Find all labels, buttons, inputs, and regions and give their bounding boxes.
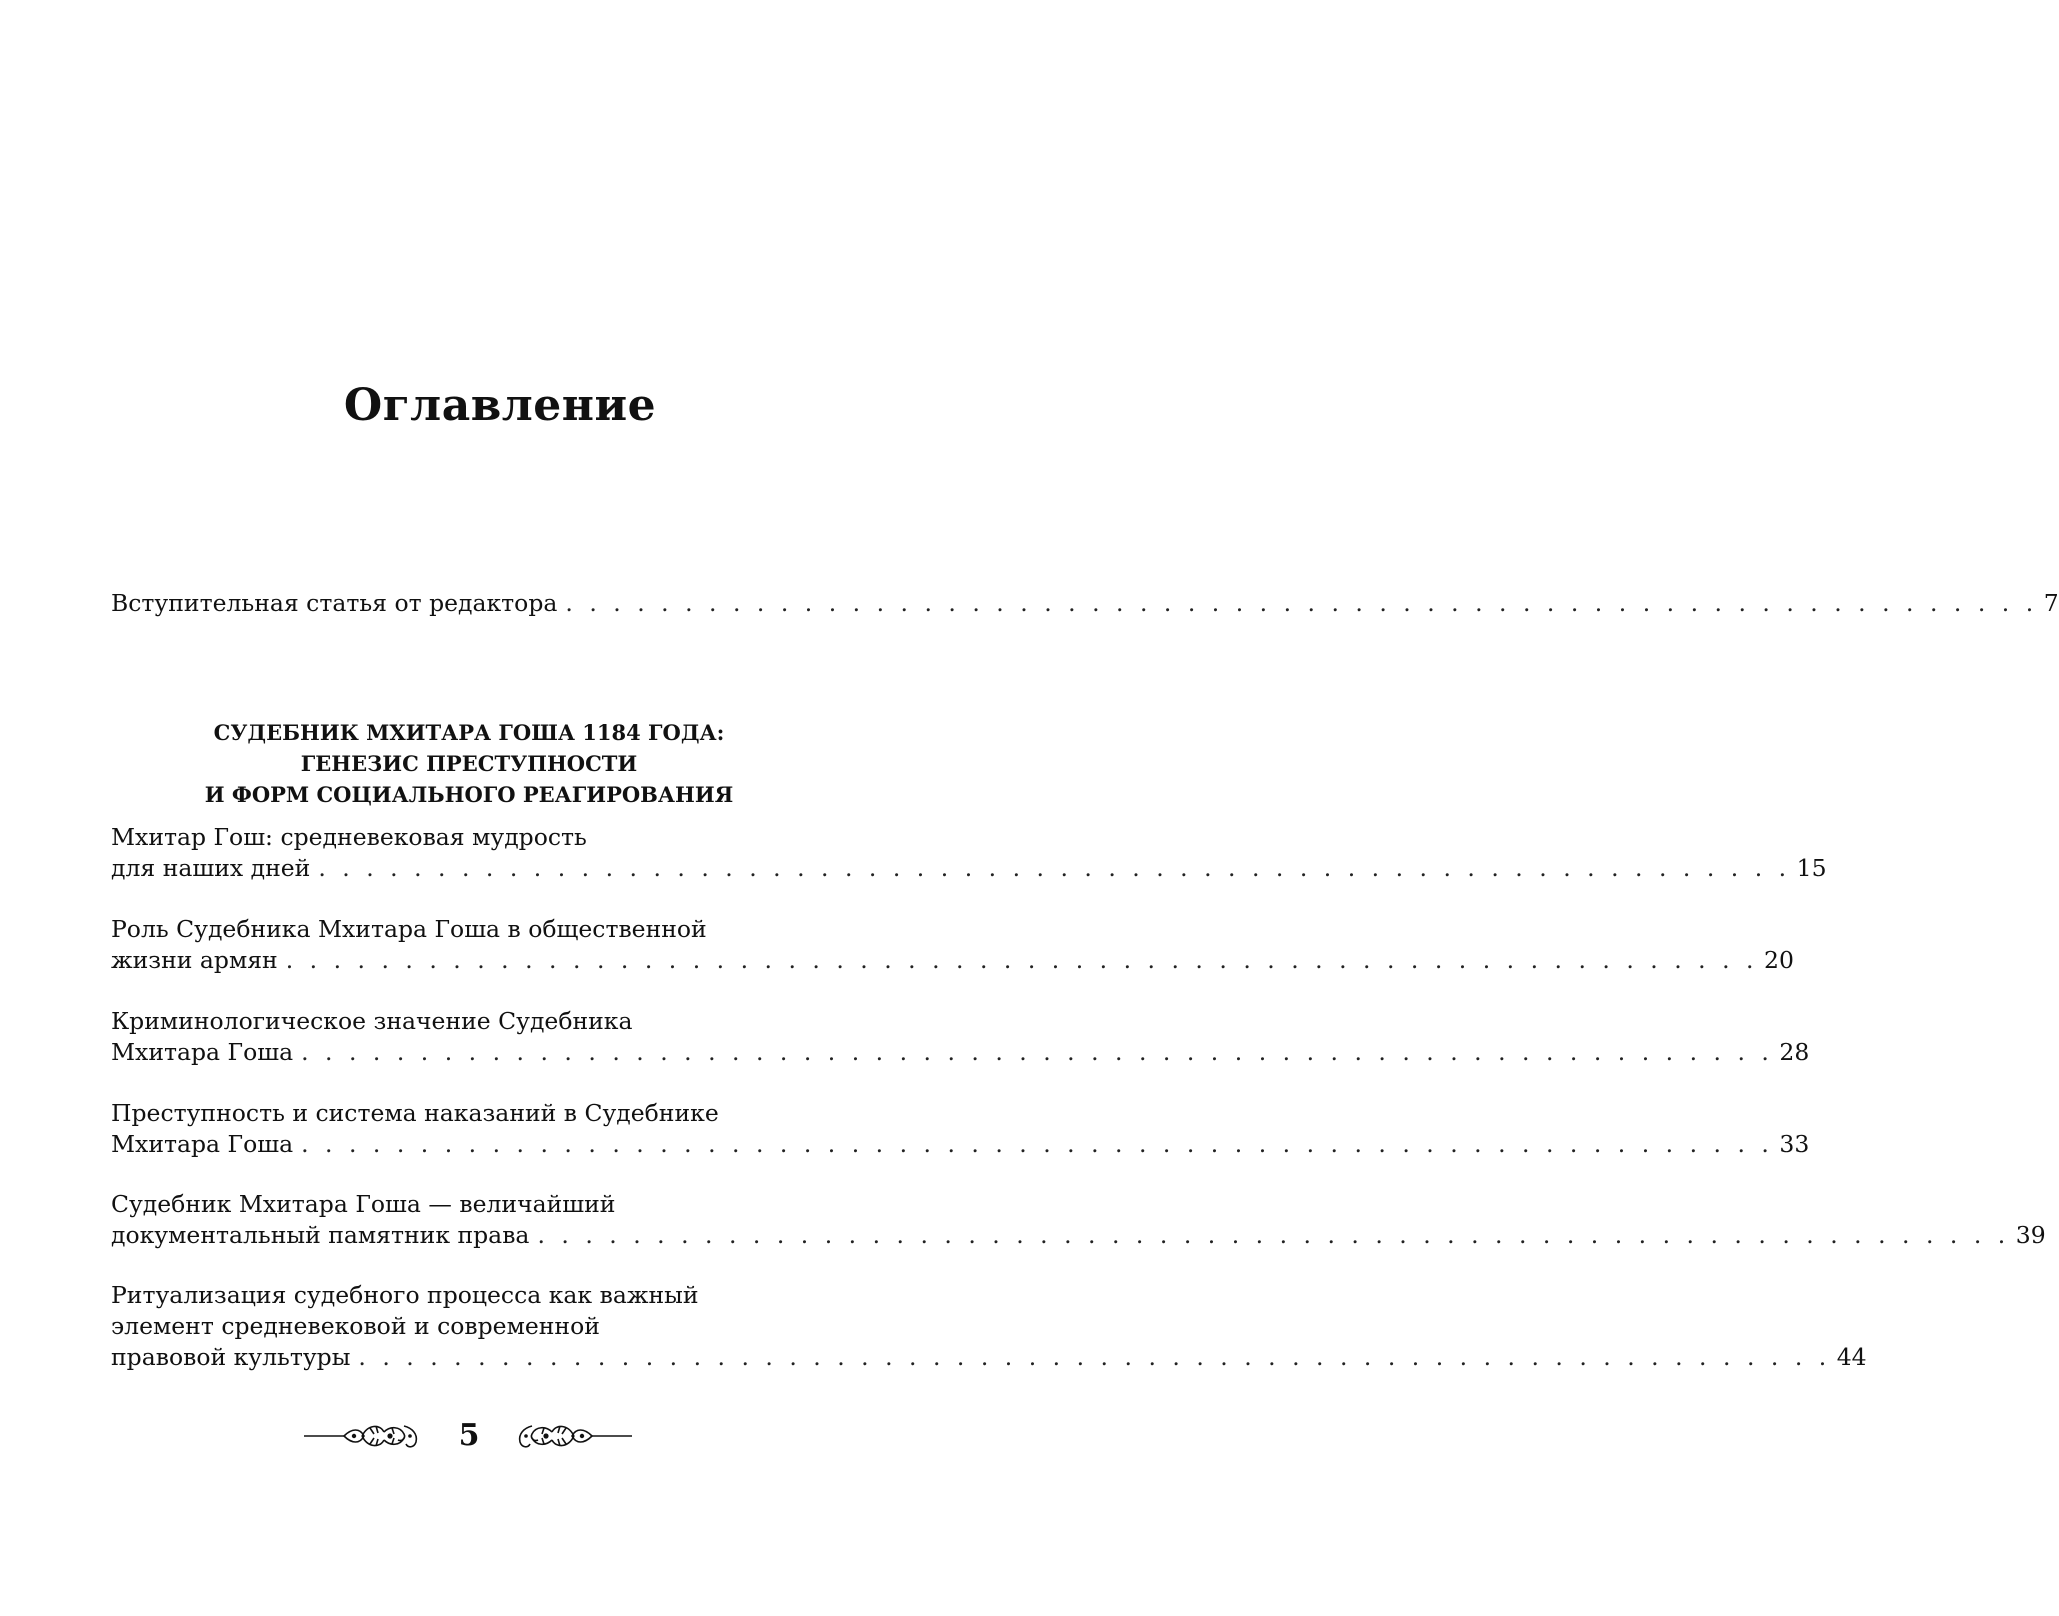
toc-entry [111, 1280, 1867, 1373]
toc-page-number: 28 [1779, 1038, 1810, 1066]
toc-entry-title: Роль Судебника Мхитара Гоша в общественной [111, 915, 707, 943]
toc-entry-title: Мхитара Гоша [111, 1130, 294, 1158]
toc-entry-title: элемент средневековой и современной [111, 1312, 600, 1340]
toc-entry-title: документальный памятник права [111, 1221, 530, 1249]
toc-entry-title: Ритуализация судебного процесса как важный [111, 1281, 699, 1309]
page-title: Оглавление [343, 380, 657, 431]
toc-entry-title: Судебник Мхитара Гоша — величайший [111, 1190, 616, 1218]
section-heading-line: СУДЕБНИК МХИТАРА ГОША 1184 ГОДА: [213, 720, 725, 745]
dot-leader: . . . . . . . . . . . . . . . . . . . . . . . . . . . . . . . . . . . . . . . . . . . . . . . . . . . . . . . . . . . . . . [358, 1343, 1831, 1371]
toc-entry [111, 914, 1794, 976]
toc-entry-title: правовой культуры [111, 1343, 351, 1371]
toc-entry [111, 1006, 1810, 1068]
dot-leader: . . . . . . . . . . . . . . . . . . . . . . . . . . . . . . . . . . . . . . . . . . . . . . . . . . . . . . . . . . . . . . [318, 854, 1791, 882]
toc-entry [111, 1189, 2046, 1251]
toc-page-number: 44 [1836, 1343, 1867, 1371]
dot-leader: . . . . . . . . . . . . . . . . . . . . . . . . . . . . . . . . . . . . . . . . . . . . . . . . . . . . . . . . . . . . . . [285, 946, 1759, 974]
page-footer [0, 1412, 1000, 1460]
toc-entry-title: Мхитара Гоша [111, 1038, 294, 1066]
toc-page-number: 7 [2043, 589, 2059, 617]
toc-entry-title: Мхитар Гош: средневековая мудрость [111, 823, 587, 851]
dot-leader: . . . . . . . . . . . . . . . . . . . . . . . . . . . . . . . . . . . . . . . . . . . . . . . . . . . . . . . . . . . . . . [537, 1221, 2010, 1249]
floral-vignette-right-icon [514, 1420, 632, 1452]
dot-leader: . . . . . . . . . . . . . . . . . . . . . . . . . . . . . . . . . . . . . . . . . . . . . . . . . . . . . . . . . . . . . . [301, 1130, 1774, 1158]
toc-page-number: 39 [2015, 1221, 2046, 1249]
toc-entry-intro [111, 588, 2059, 619]
dot-leader: . . . . . . . . . . . . . . . . . . . . . . . . . . . . . . . . . . . . . . . . . . . . . . . . . . . . . . . . . . . . . . [301, 1038, 1774, 1066]
toc-entry-title: Криминологическое значение Судебника [111, 1007, 633, 1035]
toc-entry-title: Вступительная статья от редактора [111, 589, 558, 617]
section-heading-line: ГЕНЕЗИС ПРЕСТУПНОСТИ [300, 751, 638, 776]
section-heading [0, 717, 938, 810]
toc-entry [111, 1098, 1810, 1160]
toc-entry-title: жизни армян [111, 946, 278, 974]
section-heading-line: И ФОРМ СОЦИАЛЬНОГО РЕАГИРОВАНИЯ [204, 782, 734, 807]
page-number: 5 [458, 1418, 480, 1453]
toc-entry [111, 822, 1827, 884]
dot-leader: . . . . . . . . . . . . . . . . . . . . . . . . . . . . . . . . . . . . . . . . . . . . . . . . . . . . . . . . . . . . . . [565, 589, 2038, 617]
toc-page-number: 15 [1796, 854, 1827, 882]
toc-page-number: 20 [1764, 946, 1794, 974]
toc-page-number: 33 [1779, 1130, 1810, 1158]
toc-entry-title: для наших дней [111, 854, 311, 882]
toc-entry-title: Преступность и система наказаний в Судебнике [111, 1099, 719, 1127]
